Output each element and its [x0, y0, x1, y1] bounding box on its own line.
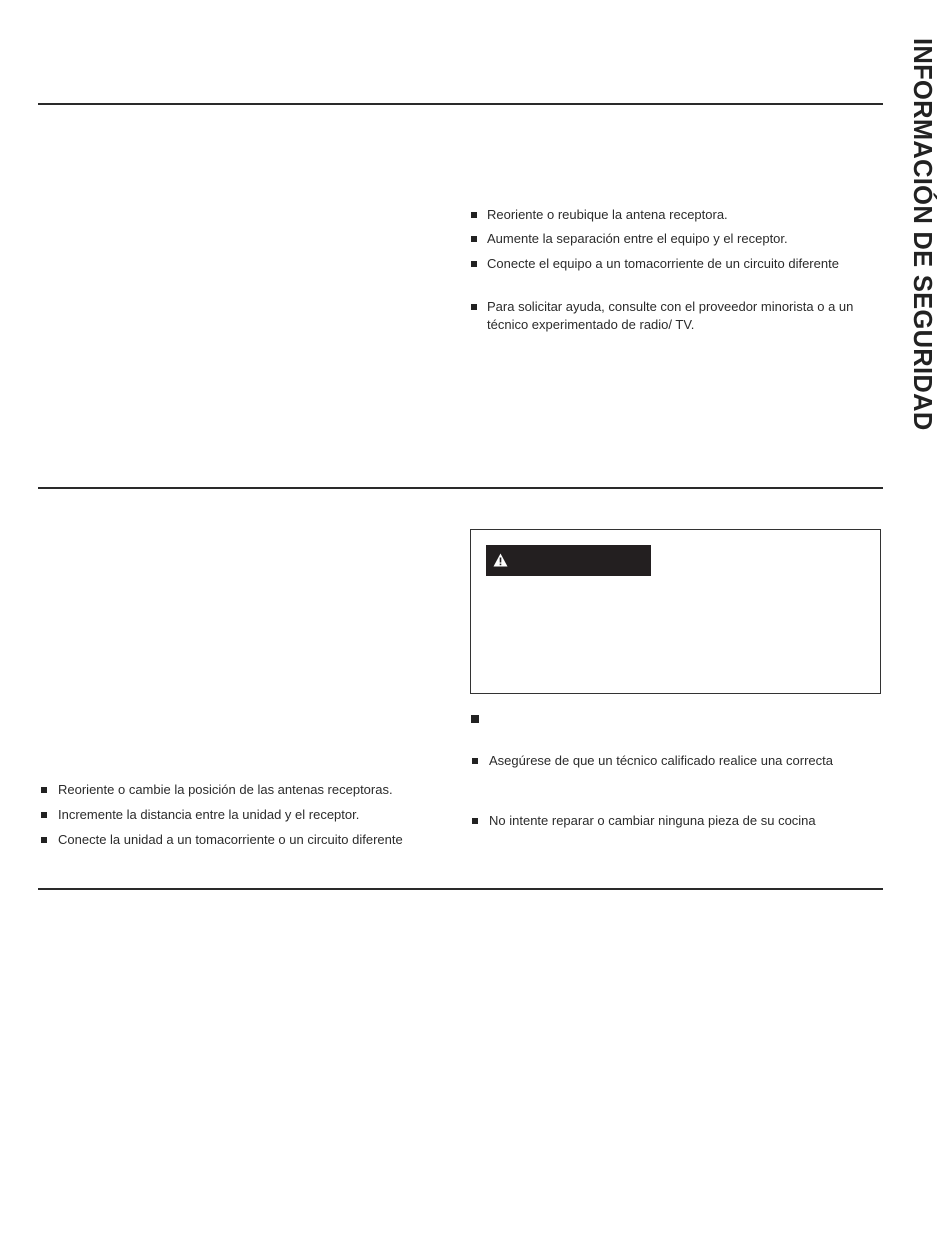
bullet-square-icon: [41, 812, 47, 818]
bottom-rule: [38, 888, 883, 890]
bullet-square-icon: [472, 758, 478, 764]
bullet-square-icon: [472, 818, 478, 824]
top-rule: [38, 103, 883, 105]
middle-rule: [38, 487, 883, 489]
bullet-square-icon: [41, 787, 47, 793]
bullet-square-icon: [471, 715, 479, 723]
warning-triangle-icon: [493, 553, 508, 567]
bullet-square-icon: [41, 837, 47, 843]
side-section-title: [903, 38, 943, 508]
bullet-square-icon: [471, 236, 477, 242]
warning-label-bar: [486, 545, 651, 576]
side-title-text: INFORMACIÓN DE SEGURIDAD: [908, 38, 936, 431]
warning-box: [470, 529, 881, 694]
bullet-square-icon: [471, 261, 477, 267]
bullet-square-icon: [471, 304, 477, 310]
bullet-square-icon: [471, 212, 477, 218]
